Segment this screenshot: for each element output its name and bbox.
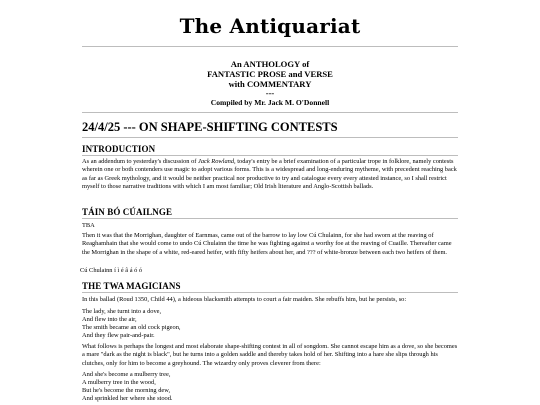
subtitle-line-2: FANTASTIC PROSE and VERSE (207, 69, 333, 79)
verse-line: The lady, she turnt into a dove, (82, 308, 162, 315)
intro-paragraph: As an addendum to yesterday's discussion of Jack Rowland, today's entry be a brief examination of a particular trope in folklore, namely contests wherein one or both contenders use magic to adopt various forms. This is a widespread and long-enduring mytheme, with precedent reaching back as far as Greek mythology, and it would be neither practical nor productive to try and catalogue every every attested instance, so I shall restrict myself to those narrative traditions with which I am most familiar; Old Irish literature and Anglo-Scottish ballads. (82, 158, 457, 191)
verse-line: And she's become a mulberry tree, (82, 371, 171, 378)
compiled-by: Compiled by Mr. Jack M. O'Donnell (210, 98, 330, 107)
verse-line: And flew into the air, (82, 316, 137, 323)
section-heading-introduction: INTRODUCTION (82, 144, 156, 154)
verse-line: A mulberry tree in the wood, (82, 379, 156, 386)
verse-line: And sprinkled her where she stood. (82, 395, 173, 402)
twa-middle-paragraph: What follows is perhaps the longest and most elaborate shape-shifting contest in all of songdom. She cannot escape him as a dove, so she becomes a mare "dark as the night is black", but he turns into a golden saddle and thereby takes hold of her. Shifting into a hare she slips through his clutches, only for him to become a greyhound. The wizardry only proves cleverer from there: (82, 343, 458, 367)
verse-line: The smith became an old cock pigeon, (82, 324, 181, 331)
tain-paragraph: Then it was that the Morrighan, daughter of Earnmas, came out of the barrow to lay low Cú Chulainn, for she had sworn at the reaving of Reaghamhain that she would come to undo Cú Chulainn the time he was fighting against a worthy foe at the reaving of Cuaille. Thereafter came the Morrighan in the shape of a white, red-eared heifer, with fifty heifers about her, and ??? of white-bronze between each two heifers of them. (82, 232, 452, 256)
divider (82, 155, 458, 156)
entry-title: 24/4/25 --- ON SHAPE-SHIFTING CONTESTS (82, 120, 338, 134)
jack-rowland-link[interactable]: Jack Rowland (198, 158, 235, 165)
subtitle-separator: --- (265, 88, 275, 98)
divider (82, 218, 458, 219)
tain-tba: TBA (82, 222, 95, 229)
site-title[interactable]: The Antiquariat (179, 14, 361, 38)
character-test-line: Cú Chulainn í ì é â á ó ó (80, 267, 143, 274)
divider (82, 292, 458, 293)
subtitle-line-1: An ANTHOLOGY of (230, 59, 310, 69)
verse-line: But he's become the morning dew, (82, 387, 171, 394)
section-heading-tain: TÁIN BÓ CÚAILNGE (82, 207, 173, 217)
divider (82, 46, 458, 47)
verse-line: And they flew pair-and-pair. (82, 332, 155, 339)
twa-intro-paragraph: In this ballad (Roud 1350, Child 44), a hideous blacksmith attempts to court a fair maiden. She rebuffs him, but he persists, so: (82, 296, 407, 303)
divider (82, 112, 458, 113)
section-heading-twa-magicians: THE TWA MAGICIANS (82, 281, 181, 291)
subtitle-line-3: with COMMENTARY (228, 79, 312, 89)
divider (82, 137, 458, 138)
